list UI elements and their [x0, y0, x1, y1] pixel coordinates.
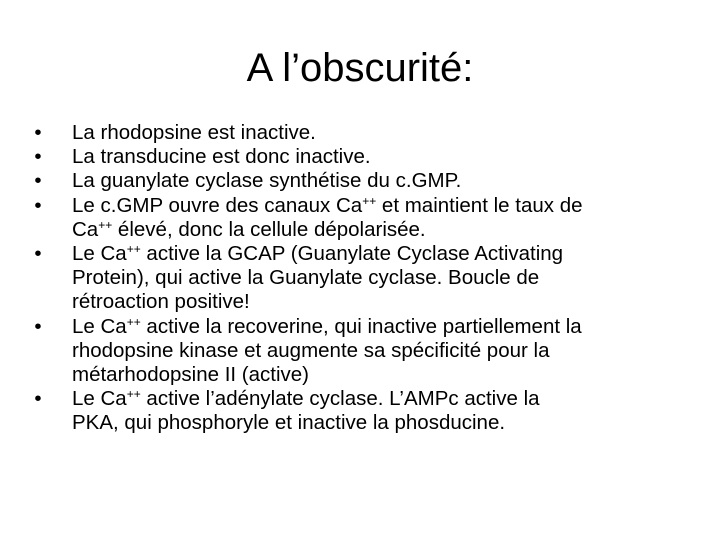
list-item	[34, 387, 692, 435]
list-item	[34, 169, 692, 193]
list-item-text: rétroaction positive!	[72, 290, 250, 314]
list-item	[34, 242, 692, 315]
list-item-text: Le Ca++ active l’adénylate cyclase. L’AMPc active la	[72, 387, 540, 411]
bullet-icon: •	[34, 145, 42, 169]
list-item-text: Le Ca++ active la recoverine, qui inactive partiellement la	[72, 314, 582, 338]
list-item	[34, 193, 692, 242]
list-item-text: Ca++ élevé, donc la cellule dépolarisée.	[72, 217, 426, 241]
bullet-icon: •	[34, 242, 42, 266]
list-item-text: La guanylate cyclase synthétise du c.GMP.	[72, 169, 462, 193]
list-item	[34, 314, 692, 388]
list-item-text: Le c.GMP ouvre des canaux Ca++ et maintient le taux de	[72, 193, 583, 217]
list-item	[34, 145, 692, 169]
list-item-text: métarhodopsine II (active)	[72, 363, 310, 387]
bullet-icon: •	[34, 193, 42, 217]
list-item-text: Le Ca++ active la GCAP (Guanylate Cyclase Activating	[72, 242, 564, 266]
list-item	[34, 121, 692, 145]
list-item-text: rhodopsine kinase et augmente sa spécificité pour la	[72, 338, 550, 362]
bullet-icon: •	[34, 121, 42, 144]
bullet-icon: •	[34, 387, 42, 411]
list-item-text: Protein), qui active la Guanylate cyclase. Boucle de	[72, 266, 540, 290]
list-item-text: La transducine est donc inactive.	[72, 145, 371, 169]
bullet-list	[34, 121, 692, 436]
list-item-text: La rhodopsine est inactive.	[72, 121, 316, 144]
bullet-icon: •	[34, 314, 42, 338]
list-item-text: PKA, qui phosphoryle et inactive la phosducine.	[72, 411, 506, 435]
slide-title: A l’obscurité:	[246, 46, 474, 90]
bullet-icon: •	[34, 169, 42, 193]
